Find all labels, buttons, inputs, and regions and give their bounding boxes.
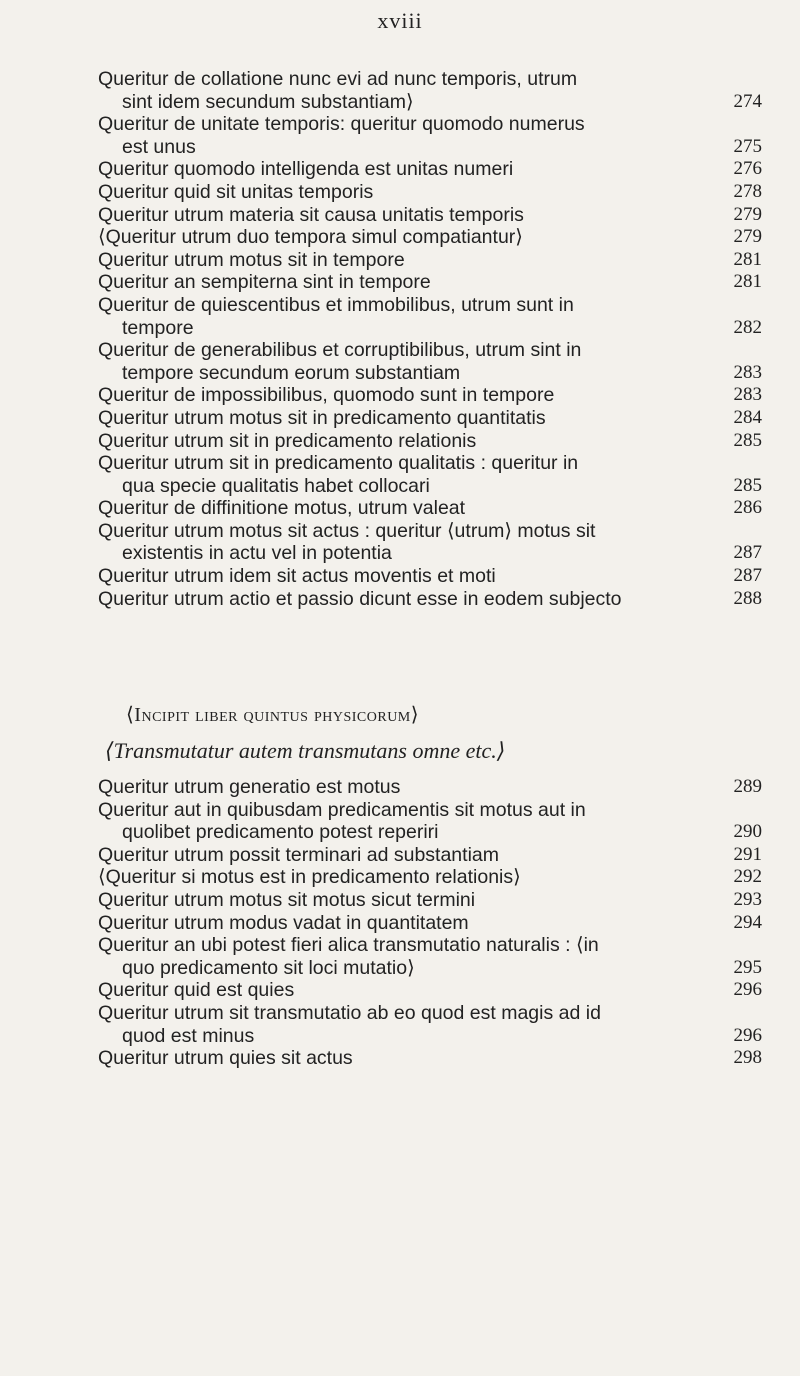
- entry-text-line: Queritur utrum generatio est motus: [98, 776, 401, 798]
- entry-text-line: Queritur quid sit unitas temporis: [98, 180, 374, 203]
- entry-page-number: 296: [733, 1024, 762, 1046]
- entry-page-number: 275: [733, 135, 762, 157]
- toc-entry: [0, 889, 800, 912]
- entry-page-number: 274: [733, 90, 762, 112]
- toc-entry: [0, 565, 800, 588]
- entry-text-line: Queritur utrum quies sit actus: [98, 1047, 353, 1070]
- entry-text-line: Queritur de quiescentibus et immobilibus, utrum sunt in: [98, 293, 574, 316]
- entry-text-line: Queritur de diffinitione motus, utrum valeat: [98, 497, 466, 520]
- entry-text-line: quo predicamento sit loci mutatio⟩: [122, 956, 415, 979]
- entry-page-number: 294: [733, 911, 762, 933]
- entry-text-line: Queritur quid est quies: [98, 979, 295, 1002]
- entry-text-line: Queritur de generabilibus et corruptibilibus, utrum sint in: [98, 339, 582, 362]
- toc-entry: [0, 912, 800, 935]
- toc-entry: [0, 497, 800, 520]
- toc-entry: [0, 113, 800, 158]
- section-subheading: ⟨Transmutatur autem transmutans omne etc.⟩: [105, 738, 506, 763]
- entry-text-line: Queritur quomodo intelligenda est unitas numeri: [98, 158, 514, 181]
- toc-entry: [0, 68, 800, 113]
- toc-entry: [0, 934, 800, 979]
- entry-page-number: 287: [733, 565, 762, 587]
- entry-page-number: 281: [733, 248, 762, 270]
- toc-entry: [0, 430, 800, 453]
- entry-text-line: Queritur utrum motus sit in tempore: [98, 248, 405, 271]
- toc-entry: [0, 866, 800, 889]
- entry-page-number: 282: [733, 316, 762, 338]
- entry-page-number: 283: [733, 384, 762, 406]
- entry-page-number: 296: [733, 979, 762, 1001]
- entry-text-line: Queritur an sempiterna sint in tempore: [98, 271, 431, 294]
- toc-entry: [0, 158, 800, 181]
- entry-text-line: Queritur aut in quibusdam predicamentis sit motus aut in: [98, 798, 586, 821]
- toc-entry: [0, 520, 800, 565]
- entry-text-line: Queritur utrum actio et passio dicunt esse in eodem subjecto: [98, 587, 622, 610]
- toc-entry: [0, 1047, 800, 1070]
- entry-text-line: Queritur de collatione nunc evi ad nunc temporis, utrum: [98, 68, 578, 90]
- toc-entry: [0, 271, 800, 294]
- page-number: xviii: [377, 8, 423, 33]
- entry-text-line: Queritur de unitate temporis: queritur quomodo numerus: [98, 113, 585, 136]
- entry-text-line: Queritur utrum sit in predicamento qualitatis : queritur in: [98, 452, 579, 475]
- entry-text-line: Queritur utrum motus sit in predicamento quantitatis: [98, 406, 546, 429]
- entry-text-line: Queritur de impossibilibus, quomodo sunt in tempore: [98, 384, 555, 407]
- entry-page-number: 288: [733, 587, 762, 609]
- toc-entry: [0, 1002, 800, 1047]
- entry-text-line: Queritur utrum sit transmutatio ab eo quod est magis ad id: [98, 1001, 601, 1024]
- entry-page-number: 286: [733, 497, 762, 519]
- entry-text-line: Queritur an ubi potest fieri alica transmutatio naturalis : ⟨in: [98, 934, 599, 957]
- toc-entry: [0, 799, 800, 844]
- entry-text-line: Queritur utrum motus sit motus sicut termini: [98, 888, 476, 911]
- toc-entry: [0, 979, 800, 1002]
- entry-text-line: Queritur utrum materia sit causa unitatis temporis: [98, 203, 524, 226]
- entry-page-number: 292: [733, 866, 762, 888]
- entry-page-number: 295: [733, 956, 762, 978]
- entry-page-number: 279: [733, 226, 762, 248]
- entry-page-number: 289: [733, 776, 762, 797]
- entry-text-line: quolibet predicamento potest reperiri: [122, 821, 439, 844]
- entry-page-number: 291: [733, 843, 762, 865]
- entry-text-line: sint idem secundum substantiam⟩: [122, 90, 414, 113]
- toc-entry: [0, 776, 800, 799]
- entry-text-line: Queritur utrum modus vadat in quantitatem: [98, 911, 469, 934]
- entry-page-number: 276: [733, 158, 762, 180]
- toc-entry: [0, 181, 800, 204]
- entry-page-number: 278: [733, 180, 762, 202]
- toc-entry: [0, 384, 800, 407]
- section-heading: ⟨Incipit liber quintus physicorum⟩: [126, 704, 420, 726]
- toc-entry: [0, 588, 800, 611]
- toc-entry: [0, 844, 800, 867]
- entry-text-line: qua specie qualitatis habet collocari: [122, 474, 430, 497]
- entry-page-number: 285: [733, 474, 762, 496]
- contents-list-book-iv: [0, 68, 800, 610]
- toc-entry: [0, 294, 800, 339]
- entry-text-line: tempore secundum eorum substantiam: [122, 361, 461, 384]
- toc-entry: [0, 226, 800, 249]
- toc-entry: [0, 339, 800, 384]
- entry-page-number: 298: [733, 1047, 762, 1069]
- entry-page-number: 285: [733, 429, 762, 451]
- entry-page-number: 279: [733, 203, 762, 225]
- entry-text-line: tempore: [122, 316, 194, 339]
- entry-text-line: Queritur utrum motus sit actus : queritur ⟨utrum⟩ motus sit: [98, 519, 596, 542]
- toc-entry: [0, 249, 800, 272]
- toc-entry: [0, 204, 800, 227]
- entry-text-line: quod est minus: [122, 1024, 255, 1047]
- entry-page-number: 281: [733, 271, 762, 293]
- entry-text-line: Queritur utrum possit terminari ad substantiam: [98, 843, 499, 866]
- entry-page-number: 290: [733, 821, 762, 843]
- entry-text-line: ⟨Queritur utrum duo tempora simul compatiantur⟩: [98, 226, 523, 249]
- entry-text-line: Queritur utrum idem sit actus moventis et moti: [98, 565, 496, 588]
- toc-entry: [0, 452, 800, 497]
- entry-text-line: existentis in actu vel in potentia: [122, 542, 392, 565]
- entry-page-number: 287: [733, 542, 762, 564]
- toc-entry: [0, 407, 800, 430]
- entry-page-number: 284: [733, 406, 762, 428]
- entry-text-line: Queritur utrum sit in predicamento relationis: [98, 429, 477, 452]
- entry-page-number: 293: [733, 888, 762, 910]
- contents-list-book-v: [0, 776, 800, 1070]
- entry-text-line: ⟨Queritur si motus est in predicamento relationis⟩: [98, 866, 521, 889]
- entry-text-line: est unus: [122, 135, 196, 158]
- entry-page-number: 283: [733, 361, 762, 383]
